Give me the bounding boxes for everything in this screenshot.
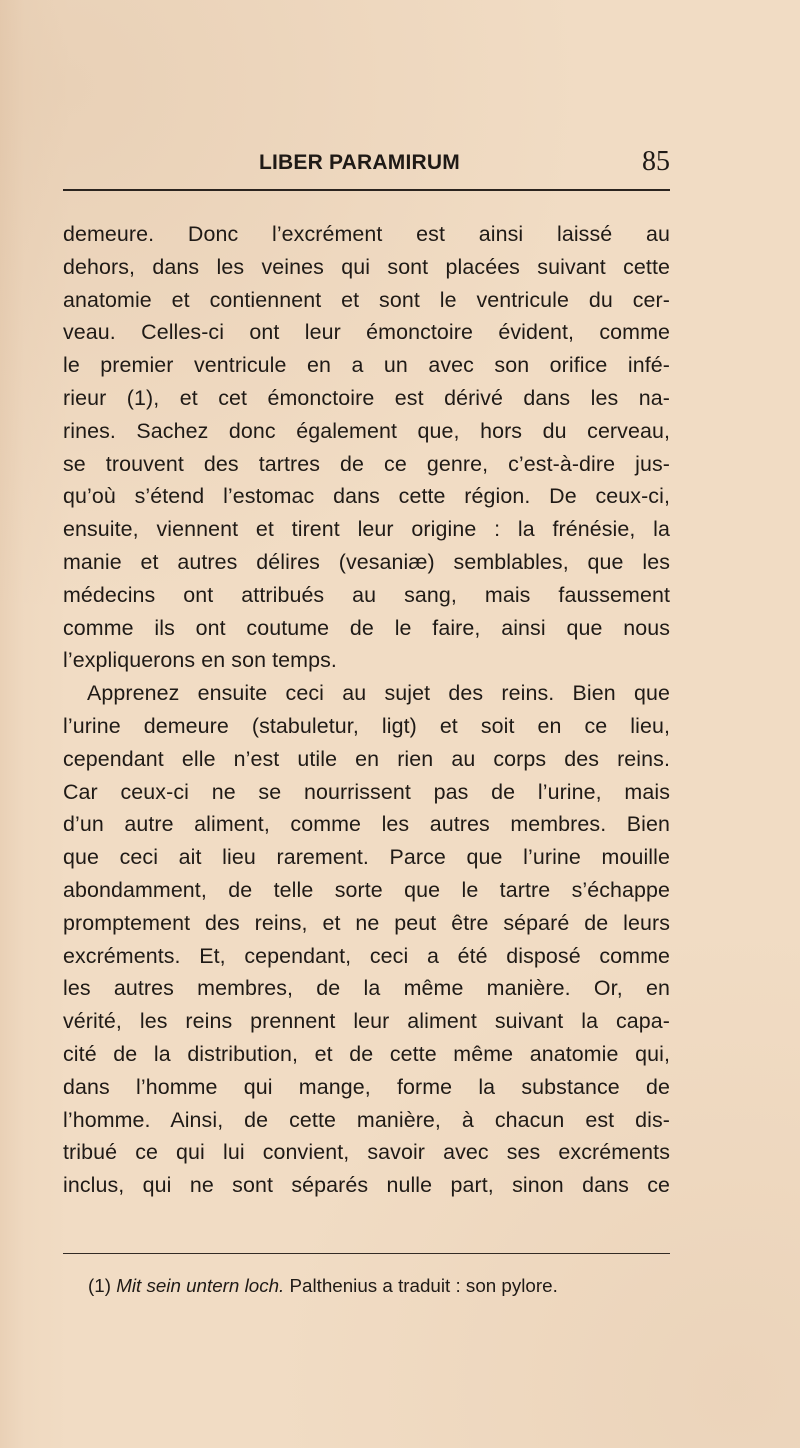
body-line: rieur (1), et cet émonctoire est dérivé dans les na- (63, 385, 670, 410)
body-line: inclus, qui ne sont séparés nulle part, sinon dans ce (63, 1173, 670, 1198)
header-rule (63, 189, 670, 191)
page-number: 85 (642, 146, 670, 177)
body-line: cependant elle n’est utile en rien au corps des reins. (63, 746, 670, 771)
body-line: rines. Sachez donc également que, hors du cerveau, (63, 418, 670, 443)
body-text (63, 218, 670, 1202)
body-line: abondamment, de telle sorte que le tartre s’échappe (63, 877, 670, 902)
page-header (63, 146, 670, 182)
body-line: dehors, dans les veines qui sont placées suivant cette (63, 254, 670, 279)
body-line: les autres membres, de la même manière. Or, en (63, 976, 670, 1001)
body-line: excréments. Et, cependant, ceci a été disposé comme (63, 943, 670, 968)
body-line: médecins ont attribués au sang, mais faussement (63, 582, 670, 607)
running-title: LIBER PARAMIRUM (259, 151, 460, 174)
footnote (88, 1274, 668, 1298)
body-line: anatomie et contiennent et sont le ventricule du cer- (63, 287, 670, 312)
footnote-rule (63, 1253, 670, 1254)
footnote-marker: (1) (88, 1275, 111, 1296)
body-line: cité de la distribution, et de cette même anatomie qui, (63, 1041, 670, 1066)
body-line: comme ils ont coutume de le faire, ainsi que nous (63, 615, 670, 640)
body-line: le premier ventricule en a un avec son orifice infé- (63, 353, 670, 378)
footnote-translation: Palthenius a traduit : son pylore. (284, 1275, 558, 1296)
body-line: dans l’homme qui mange, forme la substance de (63, 1074, 670, 1099)
body-line: l’urine demeure (stabuletur, ligt) et soit en ce lieu, (63, 713, 670, 738)
body-line: promptement des reins, et ne peut être séparé de leurs (63, 910, 670, 935)
body-line: vérité, les reins prennent leur aliment suivant la capa- (63, 1009, 670, 1034)
body-line: tribué ce qui lui convient, savoir avec ses excréments (63, 1140, 670, 1165)
body-line: Apprenez ensuite ceci au sujet des reins. Bien que (87, 681, 670, 706)
body-line: se trouvent des tartres de ce genre, c’est-à-dire jus- (63, 451, 670, 476)
body-line: veau. Celles-ci ont leur émonctoire évident, comme (63, 320, 670, 345)
body-line: Car ceux-ci ne se nourrissent pas de l’urine, mais (63, 779, 670, 804)
body-line: l’expliquerons en son temps. (63, 648, 337, 673)
body-line: qu’où s’étend l’estomac dans cette région. De ceux-ci, (63, 484, 670, 509)
body-line: l’homme. Ainsi, de cette manière, à chacun est dis- (63, 1107, 670, 1132)
body-line: ensuite, viennent et tirent leur origine : la frénésie, la (63, 517, 670, 542)
body-line: manie et autres délires (vesaniæ) semblables, que les (63, 549, 670, 574)
body-line: que ceci ait lieu rarement. Parce que l’urine mouille (63, 845, 670, 870)
body-line: demeure. Donc l’excrément est ainsi laissé au (63, 222, 670, 246)
footnote-german-text: Mit sein untern loch. (116, 1275, 285, 1296)
body-line: d’un autre aliment, comme les autres membres. Bien (63, 812, 670, 837)
